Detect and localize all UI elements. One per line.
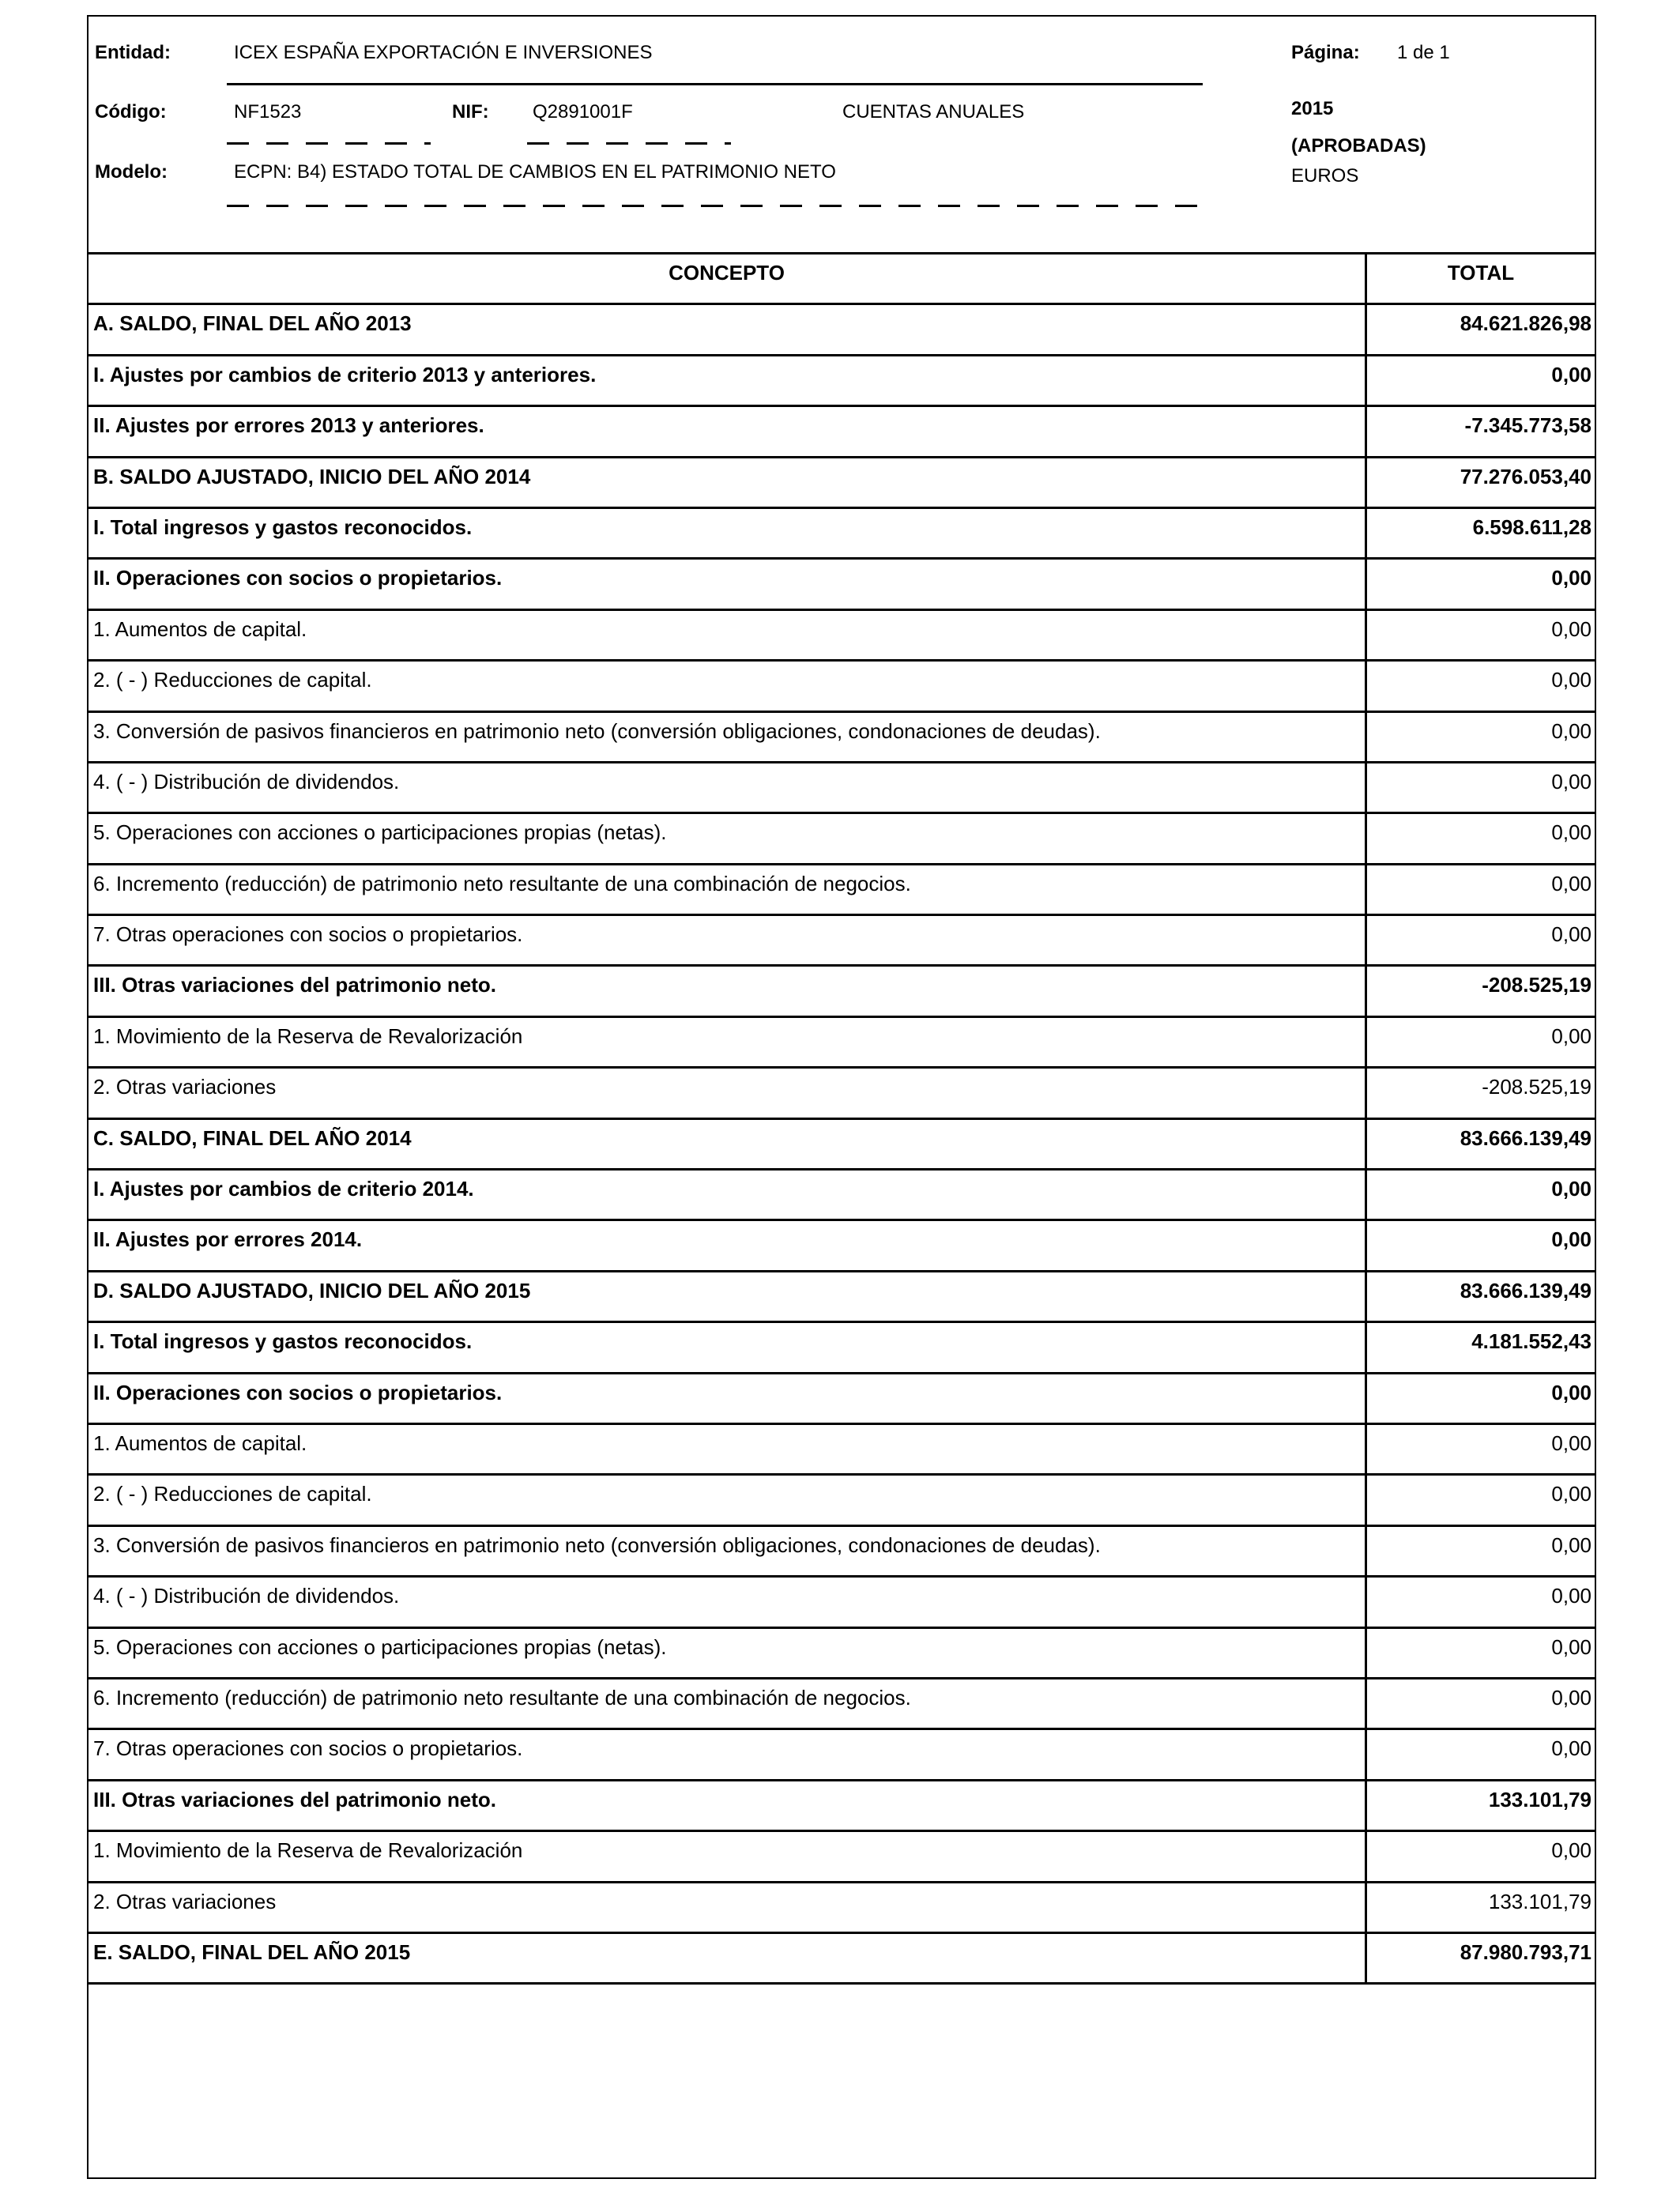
nif-label: NIF: — [452, 101, 489, 123]
table-row — [89, 1730, 1595, 1781]
row-total: 0,00 — [1551, 820, 1591, 845]
row-concepto: 1. Movimiento de la Reserva de Revalorización — [89, 1018, 1367, 1066]
header-total: TOTAL — [1447, 261, 1515, 285]
row-total: 0,00 — [1551, 1380, 1591, 1404]
modelo-value: ECPN: B4) ESTADO TOTAL DE CAMBIOS EN EL PATRIMONIO NETO — [234, 161, 836, 183]
row-total: 0,00 — [1551, 1532, 1591, 1557]
row-total: 87.980.793,71 — [1460, 1940, 1591, 1964]
row-concepto: 6. Incremento (reducción) de patrimonio neto resultante de una combinación de negocios. — [89, 865, 1367, 914]
table-row — [89, 1374, 1595, 1425]
table-row — [89, 1781, 1595, 1832]
row-concepto: II. Operaciones con socios o propietarios. — [89, 1374, 1367, 1423]
table-row — [89, 916, 1595, 967]
row-concepto: 2. Otras variaciones — [89, 1883, 1367, 1932]
row-total: 0,00 — [1551, 1177, 1591, 1201]
row-total: 0,00 — [1551, 1634, 1591, 1659]
row-total: 0,00 — [1551, 718, 1591, 743]
row-total: 0,00 — [1551, 616, 1591, 641]
row-total: 6.598.611,28 — [1472, 515, 1591, 539]
row-concepto: 3. Conversión de pasivos financieros en patrimonio neto (conversión obligaciones, condonaciones de deudas). — [89, 713, 1367, 761]
table-row — [89, 1171, 1595, 1221]
row-concepto: 6. Incremento (reducción) de patrimonio neto resultante de una combinación de negocios. — [89, 1679, 1367, 1728]
row-total: 133.101,79 — [1488, 1787, 1591, 1811]
row-concepto: I. Ajustes por cambios de criterio 2013 y anteriores. — [89, 356, 1367, 405]
table-row — [89, 1527, 1595, 1578]
entidad-value: ICEX ESPAÑA EXPORTACIÓN E INVERSIONES — [234, 42, 653, 63]
aprobadas: (APROBADAS) — [1291, 135, 1426, 156]
codigo-label: Código: — [95, 101, 167, 123]
table-row — [89, 509, 1595, 560]
table-row — [89, 1934, 1595, 1985]
table-row — [89, 560, 1595, 610]
row-concepto: II. Ajustes por errores 2013 y anteriores. — [89, 407, 1367, 455]
row-total: 133.101,79 — [1488, 1889, 1591, 1913]
table-row — [89, 1272, 1595, 1323]
row-total: 0,00 — [1551, 1227, 1591, 1252]
cuentas-anuales: CUENTAS ANUALES — [842, 101, 1025, 123]
table-row — [89, 967, 1595, 1017]
currency: EUROS — [1291, 165, 1359, 187]
table-header-row — [89, 254, 1595, 305]
row-concepto: 2. Otras variaciones — [89, 1069, 1367, 1117]
codigo-value: NF1523 — [234, 101, 302, 123]
year: 2015 — [1291, 98, 1334, 119]
table-row — [89, 1629, 1595, 1679]
row-concepto: 5. Operaciones con acciones o participaciones propias (netas). — [89, 814, 1367, 862]
table-row — [89, 1120, 1595, 1171]
table-row — [89, 1323, 1595, 1374]
row-concepto: 4. ( - ) Distribución de dividendos. — [89, 1578, 1367, 1626]
row-total: 0,00 — [1551, 1431, 1591, 1455]
table-row — [89, 407, 1595, 458]
row-concepto: II. Operaciones con socios o propietarios. — [89, 560, 1367, 608]
row-total: 0,00 — [1551, 668, 1591, 692]
modelo-underline — [227, 205, 1207, 207]
modelo-label: Modelo: — [95, 161, 168, 183]
codigo-underline — [227, 142, 431, 145]
row-total: 0,00 — [1551, 922, 1591, 947]
row-total: -7.345.773,58 — [1464, 413, 1591, 438]
row-concepto: B. SALDO AJUSTADO, INICIO DEL AÑO 2014 — [89, 458, 1367, 507]
row-concepto: 2. ( - ) Reducciones de capital. — [89, 662, 1367, 710]
pagina-label: Página: — [1291, 42, 1360, 63]
row-concepto: A. SALDO, FINAL DEL AÑO 2013 — [89, 305, 1367, 353]
row-concepto: 3. Conversión de pasivos financieros en patrimonio neto (conversión obligaciones, condonaciones de deudas). — [89, 1527, 1367, 1575]
table-row — [89, 713, 1595, 763]
row-total: 0,00 — [1551, 1685, 1591, 1710]
table-row — [89, 662, 1595, 712]
row-total: -208.525,19 — [1482, 1075, 1591, 1099]
row-total: 83.666.139,49 — [1460, 1278, 1591, 1302]
row-concepto: 1. Movimiento de la Reserva de Revalorización — [89, 1832, 1367, 1880]
table-row — [89, 814, 1595, 865]
table-row — [89, 865, 1595, 916]
row-concepto: 1. Aumentos de capital. — [89, 1425, 1367, 1473]
table-row — [89, 1069, 1595, 1119]
row-total: 0,00 — [1551, 1584, 1591, 1608]
row-total: 77.276.053,40 — [1460, 464, 1591, 488]
row-concepto: C. SALDO, FINAL DEL AÑO 2014 — [89, 1120, 1367, 1168]
table-row — [89, 763, 1595, 814]
row-concepto: 7. Otras operaciones con socios o propietarios. — [89, 1730, 1367, 1778]
row-concepto: I. Total ingresos y gastos reconocidos. — [89, 509, 1367, 557]
row-concepto: I. Ajustes por cambios de criterio 2014. — [89, 1171, 1367, 1219]
row-total: 0,00 — [1551, 566, 1591, 590]
pagina-value: 1 de 1 — [1397, 42, 1450, 63]
table-row — [89, 1578, 1595, 1628]
row-total: 0,00 — [1551, 362, 1591, 386]
entidad-label: Entidad: — [95, 42, 171, 63]
table-row — [89, 1476, 1595, 1526]
row-total: 0,00 — [1551, 871, 1591, 895]
row-total: 4.181.552,43 — [1471, 1329, 1591, 1354]
table-row — [89, 1018, 1595, 1069]
row-total: 0,00 — [1551, 1023, 1591, 1048]
table-row — [89, 1221, 1595, 1272]
row-total: 83.666.139,49 — [1460, 1125, 1591, 1150]
table-row — [89, 611, 1595, 662]
entidad-underline — [227, 83, 1203, 85]
table-row — [89, 1679, 1595, 1730]
table-body — [89, 305, 1595, 1985]
row-total: 0,00 — [1551, 769, 1591, 794]
row-total: 0,00 — [1551, 1482, 1591, 1506]
row-concepto: E. SALDO, FINAL DEL AÑO 2015 — [89, 1934, 1367, 1982]
row-concepto: I. Total ingresos y gastos reconocidos. — [89, 1323, 1367, 1371]
table-row — [89, 356, 1595, 407]
row-concepto: III. Otras variaciones del patrimonio neto. — [89, 967, 1367, 1015]
row-total: -208.525,19 — [1482, 973, 1591, 997]
document-frame — [87, 15, 1596, 2179]
row-concepto: 5. Operaciones con acciones o participaciones propias (netas). — [89, 1629, 1367, 1677]
row-concepto: 1. Aumentos de capital. — [89, 611, 1367, 659]
table-row — [89, 1832, 1595, 1883]
header-concepto: CONCEPTO — [89, 254, 1367, 303]
statement-table — [89, 252, 1595, 1985]
row-total: 84.621.826,98 — [1460, 311, 1591, 336]
nif-value: Q2891001F — [533, 101, 633, 123]
row-concepto: II. Ajustes por errores 2014. — [89, 1221, 1367, 1269]
row-total: 0,00 — [1551, 1838, 1591, 1863]
row-total: 0,00 — [1551, 1736, 1591, 1761]
nif-underline — [527, 142, 731, 145]
row-concepto: 4. ( - ) Distribución de dividendos. — [89, 763, 1367, 812]
row-concepto: D. SALDO AJUSTADO, INICIO DEL AÑO 2015 — [89, 1272, 1367, 1321]
table-row — [89, 458, 1595, 509]
table-row — [89, 305, 1595, 356]
table-row — [89, 1425, 1595, 1476]
table-row — [89, 1883, 1595, 1934]
row-concepto: 2. ( - ) Reducciones de capital. — [89, 1476, 1367, 1524]
row-concepto: III. Otras variaciones del patrimonio neto. — [89, 1781, 1367, 1830]
row-concepto: 7. Otras operaciones con socios o propietarios. — [89, 916, 1367, 964]
